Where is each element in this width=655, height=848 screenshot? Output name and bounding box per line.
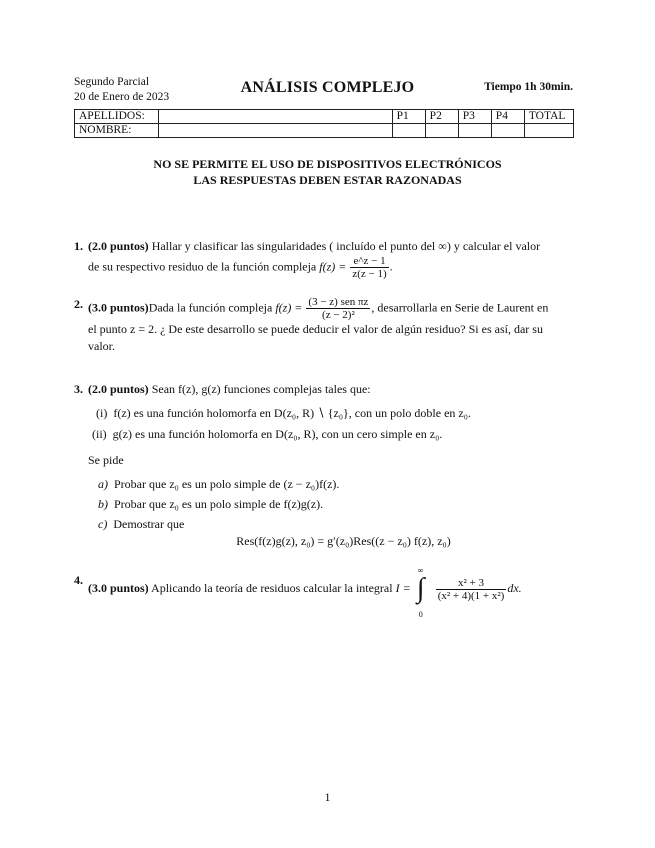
col-p3: P3 [458, 110, 491, 124]
condition-text: g(z) es una función holomorfa en D(z₀, R), con un cero simple en z₀. [112, 427, 443, 441]
function-label: f(z) = [275, 300, 303, 315]
question-number: 3. [74, 382, 83, 396]
condition-text: f(z) es una función holomorfa en D(z₀, R) ∖ {z₀}, con un polo doble en z₀. [113, 406, 471, 420]
part-label: a) [98, 477, 108, 491]
condition-ii [92, 426, 442, 442]
table-row [75, 110, 574, 124]
denominator: z(z − 1) [352, 268, 387, 280]
part-a [98, 476, 339, 492]
question-text: Hallar y clasificar las singularidades ( incluído el punto del ∞) y calcular el valor [148, 239, 541, 253]
col-p4: P4 [491, 110, 524, 124]
fraction [350, 255, 388, 280]
integral-sign: ∞ ∫ 0 [416, 572, 430, 606]
denominator: (x² + 4)(1 + x²) [437, 589, 505, 602]
condition-i [96, 405, 471, 421]
question-points: (2.0 puntos) [88, 382, 149, 396]
part-label: c) [98, 517, 108, 531]
part-text: Probar que z₀ es un polo simple de (z − z₀)f(z). [114, 477, 340, 491]
fraction [306, 296, 370, 321]
question-points: (3.0 puntos) [88, 580, 149, 595]
condition-label: (i) [96, 406, 108, 420]
condition-label: (ii) [92, 427, 107, 441]
page-title: ANÁLISIS COMPLEJO [240, 79, 415, 96]
function-label: f(z) = [319, 259, 347, 274]
part-label: b) [98, 497, 108, 511]
part-b [98, 496, 323, 512]
apellidos-field [159, 110, 392, 124]
notice-line-1: NO SE PERMITE EL USO DE DISPOSITIVOS ELECTRÓNICOS [153, 157, 502, 171]
differential: dx. [507, 580, 522, 595]
notice-line-2: LAS RESPUESTAS DEBEN ESTAR RAZONADAS [193, 173, 462, 187]
lower-limit: 0 [418, 610, 423, 619]
question-4 [74, 566, 576, 619]
fraction [436, 577, 507, 602]
nombre-field [159, 124, 392, 138]
question-text: el punto z = 2. ¿ De este desarrollo se puede deducir el valor de algún residuo? Si es así, dar su [88, 322, 543, 336]
question-number: 4. [74, 573, 83, 587]
page-number: 1 [324, 790, 331, 804]
part-c [98, 516, 184, 532]
score-total [524, 124, 573, 138]
part-text: Probar que z₀ es un polo simple de f(z)g(z). [114, 497, 324, 511]
residue-formula: Res(f(z)g(z), z₀) = g′(z₀)Res((z − z₀) f(z), z₀) [236, 534, 451, 548]
integral-lhs: I = [395, 580, 411, 595]
numerator: e^z − 1 [350, 255, 388, 268]
question-text: Sean f(z), g(z) funciones complejas tales que: [148, 382, 371, 396]
question-number: 2. [74, 297, 83, 311]
part-text: Demostrar que [113, 517, 185, 531]
upper-limit: ∞ [417, 566, 424, 575]
score-p1 [392, 124, 425, 138]
question-3 [74, 381, 576, 398]
table-row [75, 124, 574, 138]
col-total: TOTAL [524, 110, 573, 124]
score-p3 [458, 124, 491, 138]
question-number: 1. [74, 239, 83, 253]
question-text: de su respectivo residuo de la función compleja [88, 259, 320, 274]
numerator: x² + 3 [436, 577, 507, 590]
nombre-label: NOMBRE: [75, 124, 159, 138]
col-p2: P2 [425, 110, 458, 124]
question-points: (2.0 puntos) [88, 239, 149, 253]
exam-name: Segundo Parcial [74, 76, 150, 88]
exam-date: 20 de Enero de 2023 [74, 91, 170, 103]
numerator: (3 − z) sen πz [308, 296, 369, 308]
exam-notice [0, 156, 655, 188]
se-pide: Se pide [88, 453, 124, 467]
grade-table [74, 109, 574, 138]
col-p1: P1 [392, 110, 425, 124]
question-text: valor. [88, 339, 115, 353]
time-limit: Tiempo 1h 30min. [484, 81, 573, 93]
question-points: (3.0 puntos) [88, 300, 149, 315]
question-text: , desarrollarla en Serie de Laurent en [371, 300, 549, 315]
denominator: (z − 2)² [322, 309, 355, 321]
apellidos-label: APELLIDOS: [75, 110, 159, 124]
score-p2 [425, 124, 458, 138]
score-p4 [491, 124, 524, 138]
question-1: 1. (2.0 puntos) Hallar y clasificar las singularidades ( incluído el punto del ∞) y calcular el valor de su respectivo residuo de la función compleja f(z) = $\frac{e\^{}z - 1}{z(z - 1)}$ . [74, 239, 541, 280]
question-2 [74, 296, 576, 355]
question-text: Dada la función compleja [148, 300, 276, 315]
question-text: Aplicando la teoría de residuos calcular la integral [148, 580, 396, 595]
